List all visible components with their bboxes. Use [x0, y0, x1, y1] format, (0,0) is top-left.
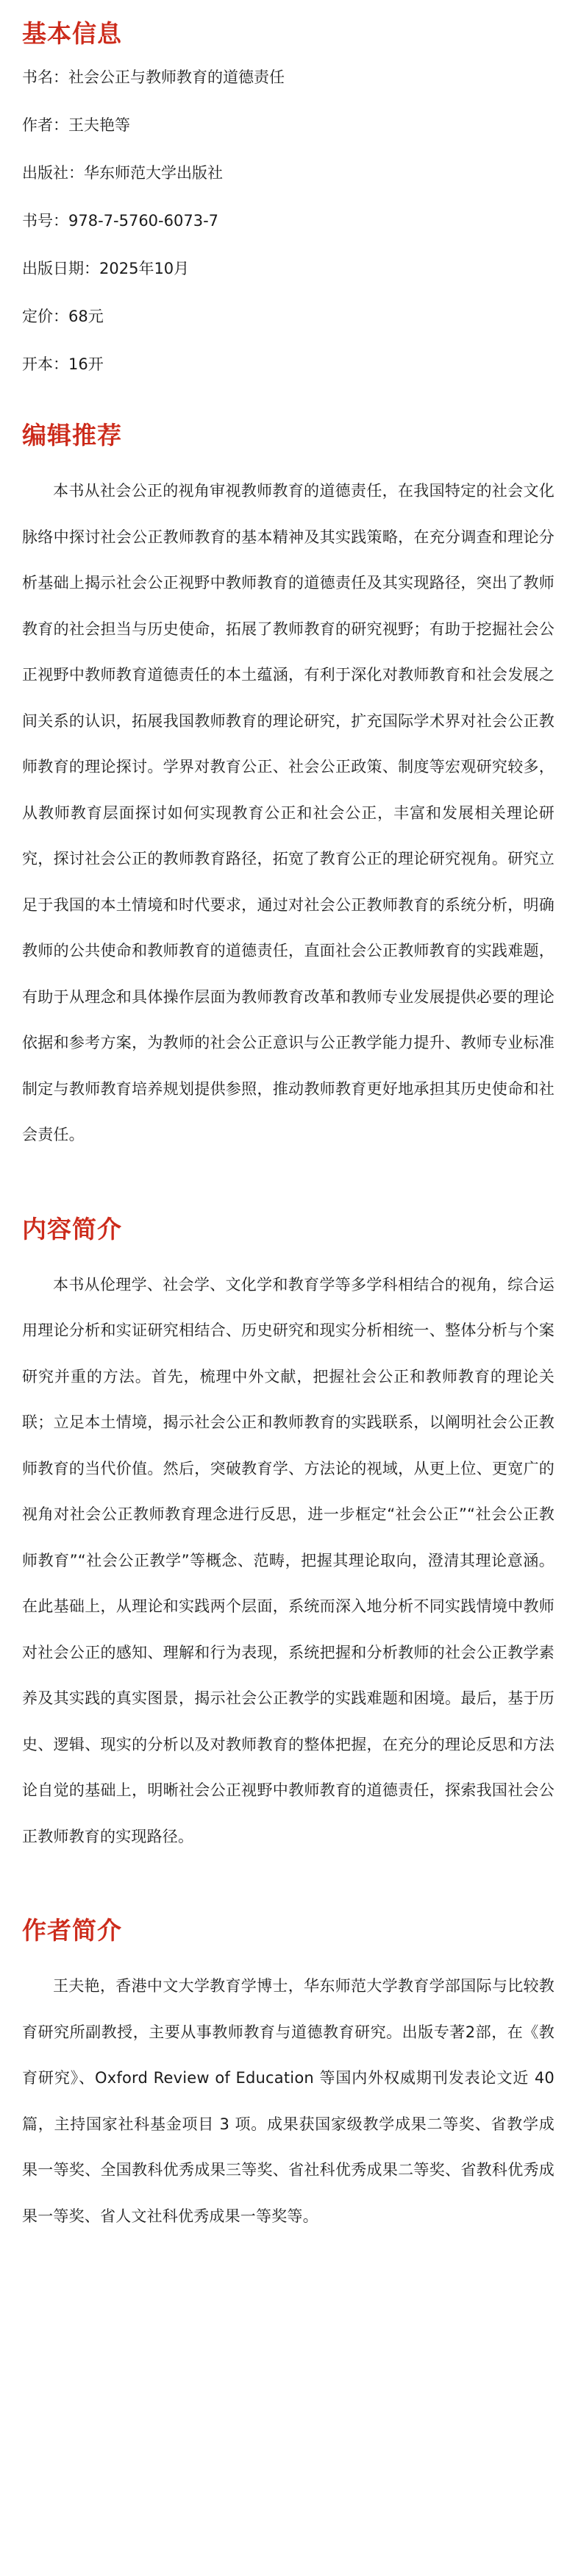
- info-row-isbn: [22, 210, 555, 232]
- publish-date-value: 2025年10月: [99, 260, 190, 277]
- author-value: 王夫艳等: [68, 116, 130, 134]
- info-row-publish-date: [22, 258, 555, 280]
- info-label: 书号：: [22, 212, 68, 230]
- info-label: 书名：: [22, 68, 68, 86]
- format-value: 16开: [68, 355, 104, 373]
- author-bio-section: [22, 1915, 555, 2239]
- author-bio-text: 王夫艳，香港中文大学教育学博士，华东师范大学教育学部国际与比较教育研究所副教授，主要从事教师教育与道德教育研究。出版专著2部，在《教育研究》、Oxford Review of Education 等国内外权威期刊发表论文近 40 篇，主持国家社科基金项目 3 项。成果获国家级教学成果二等奖、省教学成果一等奖、全国教科优秀成果三等奖、省社科优秀成果二等奖、省教科优秀成果一等奖、省人文社科优秀成果一等奖等。: [22, 1977, 555, 2225]
- author-bio-heading: 作者简介: [22, 1916, 122, 1945]
- info-label: 开本：: [22, 355, 68, 373]
- basic-info-heading: 基本信息: [22, 19, 122, 48]
- book-title-value: 社会公正与教师教育的道德责任: [68, 68, 285, 86]
- isbn-value: 978-7-5760-6073-7: [68, 212, 219, 230]
- content-summary-heading: 内容简介: [22, 1214, 122, 1243]
- info-row-title: [22, 66, 555, 88]
- price-value: 68元: [68, 308, 104, 325]
- basic-info-section: [22, 18, 555, 375]
- info-row-price: [22, 305, 555, 327]
- info-row-author: [22, 114, 555, 136]
- publisher-value: 华东师范大学出版社: [84, 164, 223, 182]
- info-label: 出版社：: [22, 164, 84, 182]
- info-label: 作者：: [22, 116, 68, 134]
- editor-recommendation-heading: 编辑推荐: [22, 421, 122, 450]
- info-label: 出版日期：: [22, 260, 99, 277]
- info-label: 定价：: [22, 308, 68, 325]
- editor-recommendation-text: 本书从社会公正的视角审视教师教育的道德责任，在我国特定的社会文化脉络中探讨社会公正教师教育的基本精神及其实践策略，在充分调查和理论分析基础上揭示社会公正视野中教师教育的道德责任及其实现路径，突出了教师教育的社会担当与历史使命，拓展了教师教育的研究视野；有助于挖掘社会公正视野中教师教育道德责任的本土蕴涵，有利于深化对教师教育和社会发展之间关系的认识，拓展我国教师教育的理论研究，扩充国际学术界对社会公正教师教育的理论探讨。学界对教育公正、社会公正政策、制度等宏观研究较多，从教师教育层面探讨如何实现教育公正和社会公正，丰富和发展相关理论研究，探讨社会公正的教师教育路径，拓宽了教育公正的理论研究视角。研究立足于我国的本土情境和时代要求，通过对社会公正教师教育的系统分析，明确教师的公共使命和教师教育的道德责任，直面社会公正教师教育的实践难题，有助于从理念和具体操作层面为教师教育改革和教师专业发展提供必要的理论依据和参考方案，为教师的社会公正意识与公正教学能力提升、教师专业标准制定与教师教育培养规划提供参照，推动教师教育更好地承担其历史使命和社会责任。: [22, 482, 555, 1143]
- editor-recommendation-section: [22, 419, 555, 1158]
- info-row-format: [22, 353, 555, 375]
- info-row-publisher: [22, 162, 555, 184]
- content-summary-text: 本书从伦理学、社会学、文化学和教育学等多学科相结合的视角，综合运用理论分析和实证研究相结合、历史研究和现实分析相统一、整体分析与个案研究并重的方法。首先，梳理中外文献，把握社会公正和教师教育的理论关联；立足本土情境，揭示社会公正和教师教育的实践联系，以阐明社会公正教师教育的当代价值。然后，突破教育学、方法论的视域，从更上位、更宽广的视角对社会公正教师教育理念进行反思，进一步框定“社会公正”“社会公正教师教育”“社会公正教学”等概念、范畴，把握其理论取向，澄清其理论意涵。在此基础上，从理论和实践两个层面，系统而深入地分析不同实践情境中教师对社会公正的感知、理解和行为表现，系统把握和分析教师的社会公正教学素养及其实践的真实图景，揭示社会公正教学的实践难题和困境。最后，基于历史、逻辑、现实的分析以及对教师教育的整体把握，在充分的理论反思和方法论自觉的基础上，明晰社会公正视野中教师教育的道德责任，探索我国社会公正教师教育的实现路径。: [22, 1275, 555, 1845]
- content-summary-section: [22, 1213, 555, 1860]
